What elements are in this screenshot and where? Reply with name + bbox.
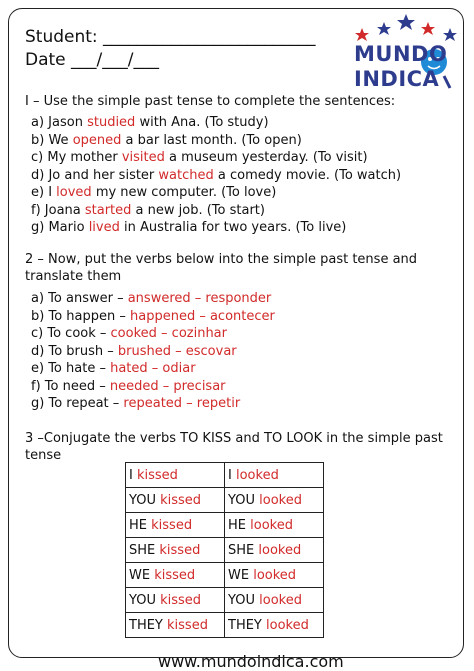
answer-text: watched [158,167,214,183]
table-row [126,613,324,638]
answer-text: opened [72,132,122,148]
conjugation-table [125,462,324,638]
pronoun-text: SHE [129,542,156,558]
list-item [31,114,401,132]
pronoun-text: YOU [228,592,255,608]
answer-text: kissed [151,517,193,533]
footer-url: www.mundoindica.com [158,652,344,671]
verb-text: e) To hate – [31,361,111,376]
verb-text: d) To brush – [31,343,118,359]
table-cell [126,588,225,613]
table-row [126,563,324,588]
list-item [31,149,401,167]
sentence-text: d) Jo and her sister [31,167,159,183]
table-cell [225,538,324,563]
answer-text: repeated – repetir [123,396,241,411]
list-item [31,219,401,237]
pronoun-text: I [129,467,133,483]
answer-text: visited [121,150,165,165]
list-item [31,325,275,343]
table-cell [225,613,324,638]
answer-text: needed – precisar [109,378,226,394]
sentence-text: g) Mario [31,220,89,235]
date-label: Date ___/___/___ [25,50,159,70]
table-row [126,463,324,488]
pronoun-text: THEY [129,617,163,633]
table-row [126,513,324,538]
pronoun-text: WE [228,567,250,583]
logo-text-indica: INDICA [354,67,440,91]
answer-text: looked [259,492,302,508]
pronoun-text: YOU [129,492,156,508]
answer-text: looked [266,617,309,633]
sentence-text: a bar last month. (To open) [121,132,302,148]
list-item [31,360,275,378]
table-cell [225,588,324,613]
pronoun-text: SHE [228,542,255,558]
answer-text: looked [235,467,279,483]
sentence-text: a new job. (To start) [131,202,265,218]
section2-list [31,290,275,413]
table-cell [126,613,225,638]
answer-text: kissed [167,617,208,633]
verb-text: c) To cook – [31,326,111,341]
sentence-text: in Australia for two years. (To live) [119,220,347,235]
pronoun-text: HE [129,517,147,533]
answer-text: answered – responder [127,291,272,306]
answer-text: hated – odiar [110,361,196,376]
sentence-text: e) I [31,185,57,200]
list-item [31,343,275,361]
pronoun-text: YOU [228,492,255,508]
table-cell [126,488,225,513]
table-cell [126,463,225,488]
sentence-text: c) My mother [31,150,122,165]
sentence-text: f) Joana [31,202,85,218]
answer-text: kissed [159,542,201,558]
answer-text: started [84,202,132,218]
list-item [31,184,401,202]
sentence-text: a comedy movie. (To watch) [213,167,402,183]
section2-heading: 2 – Now, put the verbs below into the simple past tense and translate them [25,252,418,284]
list-item [31,378,275,396]
answer-text: studied [87,115,136,130]
answer-text: looked [253,567,297,583]
list-item [31,132,401,150]
logo-text-mundo: MUNDO [354,42,448,66]
sentence-text: my new computer. (To love) [91,185,277,200]
verb-text: g) To repeat – [31,396,124,411]
answer-text: looked [259,592,302,608]
table-cell [225,463,324,488]
list-item [31,290,275,308]
sentence-text: with Ana. (To study) [135,115,269,130]
answer-text: happened – acontecer [130,308,275,324]
sentence-text: b) We [31,132,73,148]
table-cell [225,488,324,513]
pronoun-text: WE [129,567,151,583]
answer-text: cooked – cozinhar [110,326,227,341]
answer-text: looked [258,542,302,558]
verb-text: b) To happen – [31,308,130,324]
answer-text: looked [250,517,293,533]
table-cell [126,563,225,588]
section1-list [31,114,401,237]
list-item [31,395,275,413]
answer-text: kissed [154,567,196,583]
table-row [126,488,324,513]
table-row [126,588,324,613]
section1-heading: I – Use the simple past tense to complete the sentences: [25,94,396,109]
table-cell [126,538,225,563]
verb-text: a) To answer – [31,291,128,306]
table-cell [126,513,225,538]
answer-text: brushed – escovar [117,343,237,359]
list-item [31,308,275,326]
list-item [31,202,401,220]
sentence-text: a museum yesterday. (To visit) [164,150,368,165]
verb-text: f) To need – [31,378,110,394]
table-cell [225,513,324,538]
section3-heading: 3 –Conjugate the verbs TO KISS and TO LOOK in the simple past tense [25,431,443,463]
pronoun-text: HE [228,517,246,533]
answer-text: kissed [160,492,202,508]
pronoun-text: THEY [228,617,262,633]
answer-text: kissed [160,592,202,608]
sentence-text: a) Jason [31,115,88,130]
list-item [31,167,401,185]
answer-text: lived [88,220,120,235]
mundo-indica-logo [354,14,462,96]
pronoun-text: I [228,467,232,483]
student-label: Student: _________________________ [25,27,316,47]
answer-text: loved [56,185,92,200]
answer-text: kissed [136,467,178,483]
table-cell [225,563,324,588]
pronoun-text: YOU [129,592,156,608]
table-row [126,538,324,563]
